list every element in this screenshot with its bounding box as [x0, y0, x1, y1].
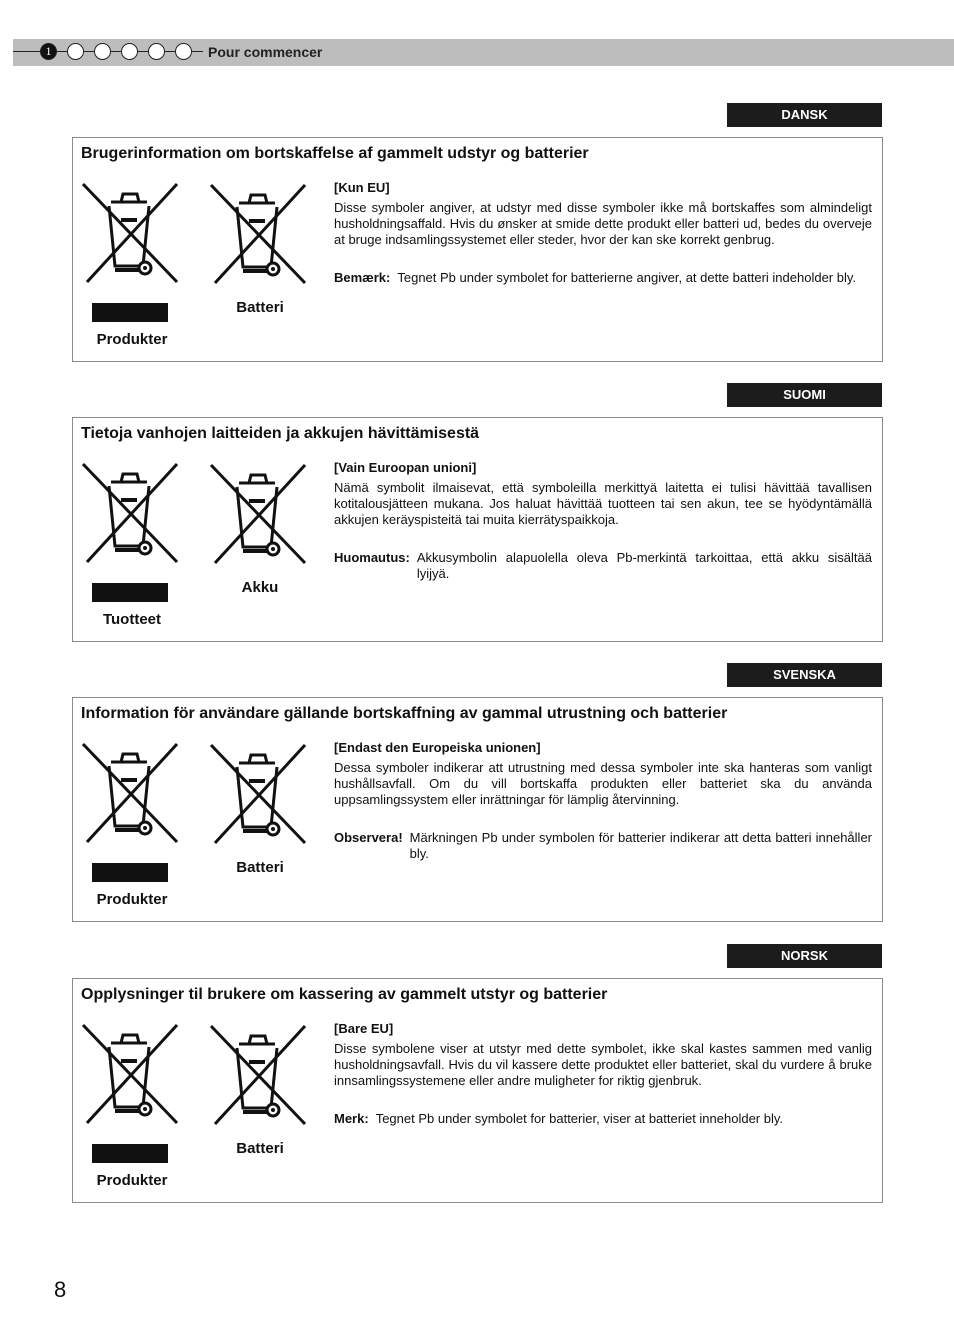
- crossed-bin-icon: [81, 182, 179, 286]
- note-text: Märkningen Pb under symbolen för batterier indikerar att detta batteri innehåller bly.: [409, 830, 872, 861]
- battery-label: Akku: [241, 579, 279, 596]
- crossed-bin-icon: [81, 1023, 179, 1127]
- note-text: Tegnet Pb under symbolet for batterier, viser at batteriet inneholder bly.: [375, 1111, 784, 1126]
- box-title: Tietoja vanhojen laitteiden ja akkujen hävittämisestä: [81, 425, 480, 442]
- products-label: Produkter: [96, 891, 168, 908]
- crossed-bin-icon: [209, 182, 307, 288]
- products-label: Produkter: [96, 331, 168, 348]
- products-marking-bar: [92, 863, 168, 882]
- battery-label: Batteri: [236, 1140, 284, 1157]
- scope-heading: [Vain Euroopan unioni]: [334, 460, 477, 475]
- note: [334, 1111, 872, 1127]
- note-text: Tegnet Pb under symbolet for batterierne angiver, at dette batteri indeholder bly.: [397, 270, 857, 285]
- scope-heading: [Kun EU]: [334, 180, 390, 195]
- section-title: Pour commencer: [208, 44, 323, 60]
- disposal-info-box: [72, 978, 883, 1203]
- chapter-indicator: [148, 43, 165, 60]
- disposal-info-box: [72, 417, 883, 642]
- note: [334, 270, 872, 286]
- products-label: Produkter: [96, 1172, 168, 1189]
- page-number: 8: [54, 1277, 67, 1302]
- crossed-bin-icon: [209, 742, 307, 848]
- crossed-bin-icon: [81, 462, 179, 566]
- body-paragraph: Disse symbolene viser at utstyr med dette symbolet, ikke skal kastes sammen med vanlig husholdningsavfall. Hvis du vil kassere dette produktet eller batteriet, skal du vurdere å bruke innsamlingssystemene eller andre muligheter for riktig gjenbruk.: [334, 1041, 872, 1088]
- note-label: Huomautus:: [334, 550, 410, 565]
- info-text: [334, 180, 872, 286]
- crossed-bin-icon: [209, 1023, 307, 1129]
- chapter-indicator: [121, 43, 138, 60]
- disposal-info-box: [72, 137, 883, 362]
- disposal-info-box: [72, 697, 883, 922]
- chapter-header-bar: [13, 39, 954, 66]
- products-marking-bar: [92, 303, 168, 322]
- note-text: Akkusymbolin alapuolella oleva Pb-merkintä tarkoittaa, että akku sisältää lyijyä.: [416, 550, 872, 581]
- chapter-indicator-active: 1: [40, 43, 57, 60]
- chapter-indicator: [94, 43, 111, 60]
- products-label: Tuotteet: [102, 611, 162, 628]
- note-label: Observera!: [334, 830, 403, 845]
- note: [334, 550, 872, 582]
- language-tag: SUOMI: [727, 383, 882, 407]
- scope-heading: [Bare EU]: [334, 1021, 394, 1036]
- language-tag: NORSK: [727, 944, 882, 968]
- note-label: Bemærk:: [334, 270, 391, 285]
- crossed-bin-icon: [81, 742, 179, 846]
- box-title: Information för användare gällande bortskaffning av gammal utrustning och batterier: [81, 705, 728, 722]
- note-label: Merk:: [334, 1111, 369, 1126]
- body-paragraph: Nämä symbolit ilmaisevat, että symboleilla merkittyä laitetta ei tulisi hävittää tavallisen kotitalousjätteen mukana. Jos haluat hävittää tuotteen tai sen akun, tee se hyödyntämällä akkujen keräyspisteitä tai muita kierrätyspaikkoja.: [334, 480, 872, 527]
- chapter-indicator: [175, 43, 192, 60]
- crossed-bin-icon: [209, 462, 307, 568]
- body-paragraph: Dessa symboler indikerar att utrustning med dessa symboler inte ska hanteras som vanligt hushållsavfall. Om du vill bortskaffa produkten eller batteriet ska du använda uppsamlingssystem eller inrättningar för lämplig återvinning.: [334, 760, 872, 807]
- products-marking-bar: [92, 583, 168, 602]
- box-title: Opplysninger til brukere om kassering av gammelt utstyr og batterier: [81, 986, 608, 1003]
- info-text: [334, 460, 872, 582]
- battery-label: Batteri: [236, 859, 284, 876]
- products-marking-bar: [92, 1144, 168, 1163]
- battery-label: Batteri: [236, 299, 284, 316]
- note: [334, 830, 872, 862]
- info-text: [334, 740, 872, 862]
- language-tag: DANSK: [727, 103, 882, 127]
- box-title: Brugerinformation om bortskaffelse af gammelt udstyr og batterier: [81, 145, 589, 162]
- chapter-indicator: [67, 43, 84, 60]
- info-text: [334, 1021, 872, 1127]
- scope-heading: [Endast den Europeiska unionen]: [334, 740, 541, 755]
- language-tag: SVENSKA: [727, 663, 882, 687]
- body-paragraph: Disse symboler angiver, at udstyr med disse symboler ikke må bortskaffes som almindeligt husholdningsaffald. Hvis du ønsker at smide dette produkt eller batteri ud, bedes du overveje at bruge indsamlingssystemet eller steder, hvor der kan ske korrekt genbrug.: [334, 200, 872, 247]
